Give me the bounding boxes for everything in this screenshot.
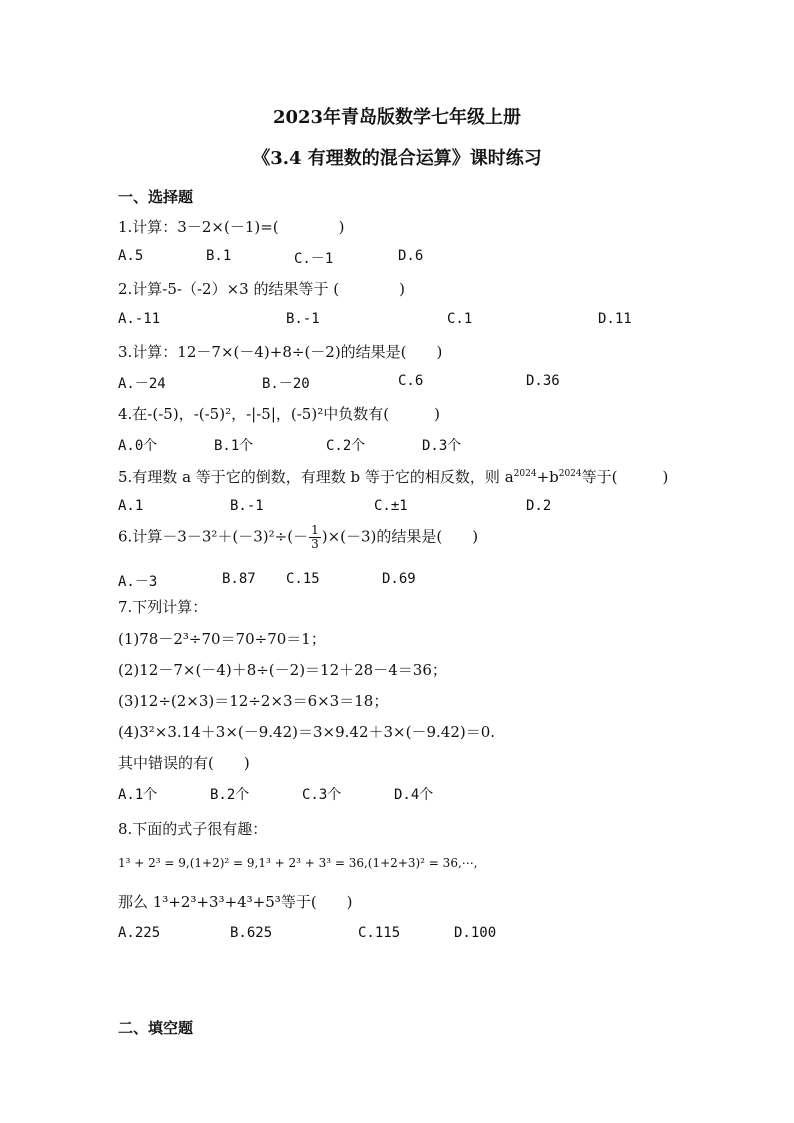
question-2-stem: 2.计算-5-（-2）×3 的结果等于 ( ) bbox=[118, 280, 405, 298]
question-4-stem: 4.在-(-5)，-(-5)²，-|-5|，(-5)²中负数有( ) bbox=[118, 405, 440, 423]
question-8-formula: 1³ + 2³ = 9,(1+2)² = 9,1³ + 2³ + 3³ = 36,(1+2+3)² = 36,⋯, bbox=[118, 856, 478, 870]
question-8-option-b: B.625 bbox=[230, 925, 273, 941]
question-7-item-2: (2)12－7×(－4)＋8÷(－2)＝12＋28－4＝36； bbox=[118, 661, 447, 679]
question-3-option-b: B.－20 bbox=[262, 376, 310, 392]
question-1-stem: 1.计算：3－2×(－1)=( ) bbox=[118, 218, 345, 236]
question-1-option-b: B.1 bbox=[206, 248, 232, 264]
question-3-option-c: C.6 bbox=[398, 373, 424, 389]
question-1-option-d: D.6 bbox=[398, 248, 424, 264]
question-6-stem: 6.计算－3－3²＋(－3)²÷(－ $\frac{1}{3}$ )×(－3)的结果是( ) bbox=[118, 523, 479, 551]
section-heading-fill-in: 二、填空题 bbox=[118, 1019, 194, 1037]
question-6-option-c: C.15 bbox=[286, 571, 320, 587]
question-2-option-a: A.-11 bbox=[118, 311, 161, 327]
question-5-option-d: D.2 bbox=[526, 498, 552, 514]
worksheet-title: 2023年青岛版数学七年级上册 bbox=[272, 107, 522, 128]
question-7-stem: 7.下列计算： bbox=[118, 598, 208, 616]
question-2-option-d: D.11 bbox=[598, 311, 632, 327]
question-1-option-a: A.5 bbox=[118, 248, 144, 264]
question-8-stem: 8.下面的式子很有趣： bbox=[118, 820, 268, 838]
question-4-option-d: D.3个 bbox=[422, 438, 462, 454]
question-5-option-a: A.1 bbox=[118, 498, 144, 514]
question-8-option-d: D.100 bbox=[454, 925, 497, 941]
question-7-option-b: B.2个 bbox=[210, 787, 250, 803]
question-4-option-a: A.0个 bbox=[118, 438, 158, 454]
question-6-option-b: B.87 bbox=[222, 571, 256, 587]
question-5-option-b: B.-1 bbox=[230, 498, 264, 514]
question-7-option-a: A.1个 bbox=[118, 787, 158, 803]
question-3-stem: 3.计算：12－7×(－4)+8÷(－2)的结果是( ) bbox=[118, 343, 443, 361]
question-3-option-d: D.36 bbox=[526, 373, 560, 389]
question-8-ask: 那么 1³+2³+3³+4³+5³等于( ) bbox=[118, 893, 353, 911]
question-6-option-d: D.69 bbox=[382, 571, 416, 587]
question-6-option-a: A.－3 bbox=[118, 574, 158, 590]
question-3-option-a: A.－24 bbox=[118, 376, 166, 392]
question-7-option-d: D.4个 bbox=[394, 787, 434, 803]
question-7-option-c: C.3个 bbox=[302, 787, 342, 803]
question-5-option-c: C.±1 bbox=[374, 498, 408, 514]
worksheet-subtitle: 《3.4 有理数的混合运算》课时练习 bbox=[252, 148, 542, 169]
question-4-option-c: C.2个 bbox=[326, 438, 366, 454]
question-7-item-3: (3)12÷(2×3)＝12÷2×3＝6×3＝18； bbox=[118, 692, 389, 710]
question-2-option-c: C.1 bbox=[447, 311, 473, 327]
question-2-option-b: B.-1 bbox=[286, 311, 320, 327]
fraction-one-third: $\frac{1}{3}$ bbox=[311, 523, 319, 551]
question-8-option-a: A.225 bbox=[118, 925, 161, 941]
question-4-option-b: B.1个 bbox=[214, 438, 254, 454]
question-7-item-4: (4)3²×3.14＋3×(－9.42)＝3×9.42＋3×(－9.42)＝0. bbox=[118, 723, 496, 741]
question-8-option-c: C.115 bbox=[358, 925, 401, 941]
question-1-option-c: C.－1 bbox=[294, 251, 334, 267]
question-7-ask: 其中错误的有( ) bbox=[118, 754, 250, 772]
question-7-item-1: (1)78－2³÷70＝70÷70＝1； bbox=[118, 630, 326, 648]
question-5-stem: 5.有理数 a 等于它的倒数，有理数 b 等于它的相反数，则 $a^{2024}+b^{2024}$等于( ) bbox=[118, 468, 669, 486]
section-heading-choice: 一、选择题 bbox=[118, 188, 194, 206]
